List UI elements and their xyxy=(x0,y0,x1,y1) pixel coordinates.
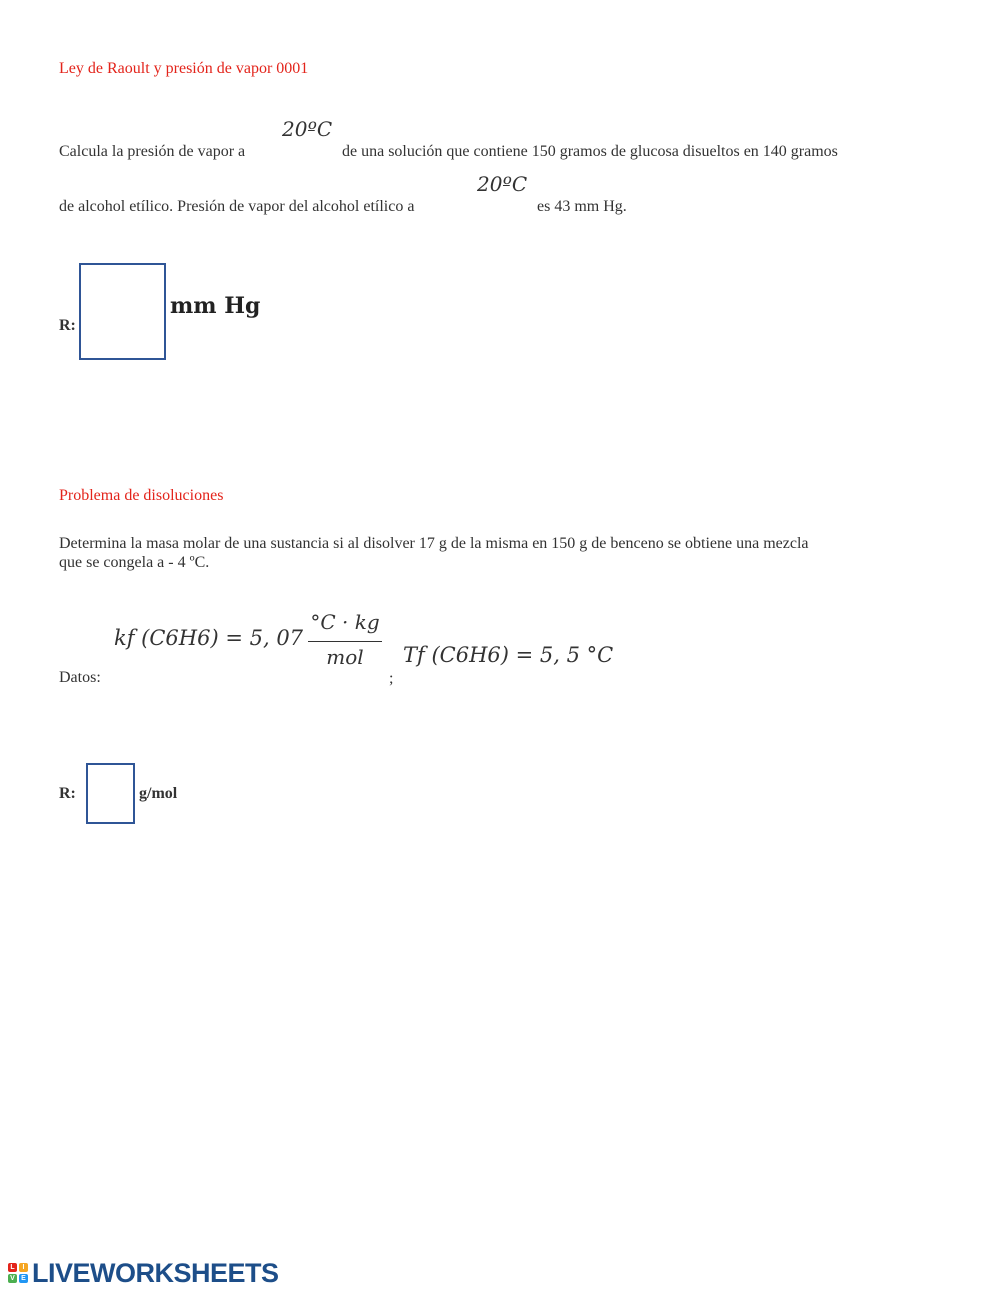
logo-cell: L xyxy=(8,1263,17,1272)
answer-input-vapor-pressure[interactable] xyxy=(81,265,168,360)
datos-label: Datos: xyxy=(59,669,101,686)
answer-box-vapor-pressure[interactable] xyxy=(79,263,166,360)
temperature-formula-2: 20ºC xyxy=(477,172,528,196)
answer-label-2: R: xyxy=(59,785,76,802)
kf-denominator: mol xyxy=(326,645,364,669)
answer-unit-1: mm Hg xyxy=(170,293,261,319)
logo-text: LIVEWORKSHEETS xyxy=(32,1257,279,1288)
logo-grid-icon xyxy=(8,1263,28,1283)
answer-label-1: R: xyxy=(59,317,76,334)
section1-line2-before: de alcohol etílico. Presión de vapor del alcohol etílico a xyxy=(59,198,415,215)
kf-numerator: °C · kg xyxy=(310,610,380,634)
tf-formula: Tf (C6H6) = 5, 5 °C xyxy=(403,643,614,667)
section1-line1-before: Calcula la presión de vapor a xyxy=(59,143,246,160)
kf-formula: kf (C6H6) = 5, 07 xyxy=(114,626,304,650)
section1-title: Ley de Raoult y presión de vapor 0001 xyxy=(59,60,309,77)
section1-line2-after: es 43 mm Hg. xyxy=(537,198,627,215)
section2-text-line2: que se congela a - 4 ºC. xyxy=(59,554,210,571)
answer-unit-2: g/mol xyxy=(139,785,178,802)
temperature-formula-1: 20ºC xyxy=(282,117,333,141)
logo-cell: E xyxy=(19,1274,28,1283)
answer-box-molar-mass[interactable] xyxy=(86,763,135,824)
logo-cell: V xyxy=(8,1274,17,1283)
kf-fraction-bar xyxy=(308,641,382,642)
answer-input-molar-mass[interactable] xyxy=(88,765,137,824)
section1-line1-after: de una solución que contiene 150 gramos de glucosa disueltos en 140 gramos xyxy=(342,143,838,160)
section2-title: Problema de disoluciones xyxy=(59,487,224,504)
kf-fraction xyxy=(306,610,384,670)
section2-text-line1: Determina la masa molar de una sustancia si al disolver 17 g de la misma en 150 g de benceno se obtiene una mezcla xyxy=(59,535,809,552)
liveworksheets-logo[interactable] xyxy=(8,1259,279,1287)
logo-cell: I xyxy=(19,1263,28,1272)
datos-separator: ; xyxy=(389,670,394,687)
